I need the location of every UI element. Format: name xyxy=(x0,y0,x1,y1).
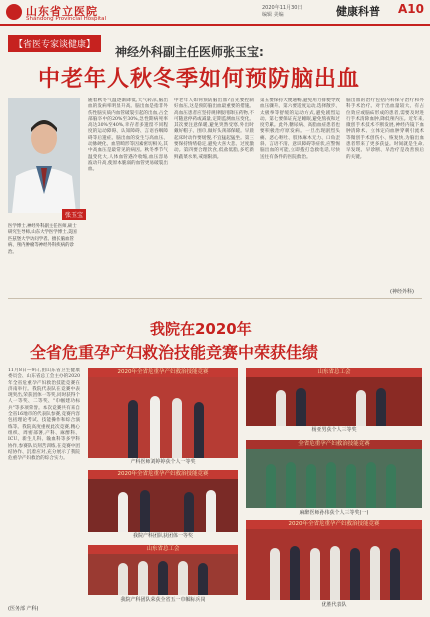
person-figure xyxy=(140,490,150,532)
person-figure xyxy=(158,561,168,595)
article-column-1: 随着秋冬气温逐渐降低,天气转凉,脑出血的发病率明显升高。脑出血是指非外伤性脑实质内血管破裂引起的出血,占全部脑卒中的20%至30%,急性期病死率高达30%至40%,幸存者多遗留不同程度的运动障碍、认知障碍、言语吞咽障碍等后遗症。脑出血的发生与高血压、动脉硬化、血管畸形等因素密切相关,其中高血压是最常见的病因。秋冬季节气温变化大,人体血管遇冷收缩,血压容易波动升高,使原本脆弱的血管更易破裂出血。 xyxy=(88,98,168,173)
award-photo-1 xyxy=(88,368,238,458)
person-figure xyxy=(206,490,216,532)
person-figure xyxy=(118,563,128,595)
person-figure xyxy=(172,398,182,458)
photo-caption-5: 我院产科团队荣获全省五一巾帼标兵岗 xyxy=(120,597,206,603)
logo-name-cn: 山东省立医院 xyxy=(26,5,98,18)
person-figure xyxy=(346,464,356,508)
article-divider xyxy=(8,298,422,299)
person-figure xyxy=(270,548,280,600)
article-subtitle: 神经外科副主任医师张玉宝: xyxy=(115,45,264,59)
news-headline-line1: 我院在2020年 xyxy=(150,320,252,338)
logo-name-en: Shandong Provincial Hospital xyxy=(26,16,107,22)
photo-caption-4: 麻醉医师孙伟获个人三等奖(一) xyxy=(299,510,369,516)
issue-date-line: 2020年11月30日 xyxy=(262,5,303,11)
editor-line: 编辑 美编 xyxy=(262,12,284,18)
photo-caption-6: 优胜代表队 xyxy=(321,602,347,608)
person-figure xyxy=(286,462,296,508)
person-figure xyxy=(266,464,276,508)
person-figure xyxy=(376,388,386,426)
person-figure xyxy=(184,492,194,532)
doctor-portrait-image xyxy=(8,98,80,213)
photo-banner: 2020年全省危重孕产妇救治技能竞赛 xyxy=(88,368,238,377)
header-rule xyxy=(0,24,430,26)
article-column-3: 第五要保持大便通畅,避免用力排便导致血压骤升。第六要适度运动,选择散步、太极拳等舒缓的运动方式,避免剧烈运动。第七要保证充足睡眠,避免熬夜和过度劳累。此外,糖尿病、高脂血症患者也要积极治疗原发病。一旦出现剧烈头痛、恶心呕吐、肢体麻木无力、口角歪斜、言语不清、意识障碍等症状,应警惕脑出血的可能,立即拨打急救电话,尽快送往有条件的医院救治。 xyxy=(260,98,340,160)
hospital-logo xyxy=(6,2,116,24)
hospital-emblem-icon xyxy=(6,4,22,20)
person-figure xyxy=(128,400,138,458)
person-figure xyxy=(306,464,316,508)
article-headline: 中老年人秋冬季如何预防脑出血 xyxy=(38,67,361,92)
person-figure xyxy=(138,561,148,595)
person-figure xyxy=(178,561,188,595)
award-photo-4 xyxy=(246,440,422,508)
doctor-name-tag: 张玉宝 xyxy=(62,209,86,220)
article-source: (神经外科) xyxy=(390,289,414,295)
person-figure xyxy=(366,462,376,508)
person-figure xyxy=(194,402,204,458)
section-title: 健康科普 xyxy=(336,5,380,18)
person-figure xyxy=(350,548,360,600)
person-figure xyxy=(310,548,320,600)
photo-caption-3-line1: 我院产科团队获团体一等奖 xyxy=(132,533,193,539)
person-figure xyxy=(150,396,160,458)
page-number: A10 xyxy=(398,2,424,16)
award-photo-2 xyxy=(246,368,422,426)
person-figure xyxy=(386,464,396,508)
doctor-portrait xyxy=(8,98,80,213)
award-photo-6 xyxy=(246,520,422,600)
person-figure xyxy=(198,563,208,595)
article-column-2: 中老年人如何预防脑出血?首先要控制好血压,这是预防脑出血最重要的措施。高血压患者应坚持规律服用降压药物,不可随意停药或减量,定期监测血压变化。其次要注意保暖,避免突然受寒,外出时戴好帽子、围巾,做好头颈部保暖。早晨起床时动作要缓慢,不宜猛起猛坐。第三要保持情绪稳定,避免大喜大悲、过度激动。第四要合理饮食,低盐低脂,多吃新鲜蔬菜水果,戒烟限酒。 xyxy=(174,98,254,160)
news-source: (医务部 产科) xyxy=(8,606,39,612)
photo-banner: 2020年全省危重孕产妇救治技能竞赛 xyxy=(88,470,238,479)
news-body: 11月8日—9日,由山东省卫生健康委员会、山东省总工会主办的2020年全省危重孕产妇救治技能竞赛在济南举行。我院代表队在竞赛中表现突出,荣获团体一等奖,同时获得个人一等奖、二等奖、"巾帼建功标兵"等多项荣誉。本次竞赛共有来自全省16地市的代表队参赛,竞赛内容包括理论考试、技能操作和综合演练等。我院高度重视此次竞赛,精心组织、周密部署,产科、麻醉科、ICU、新生儿科、输血科等多学科协作,参赛队员刻苦训练,在竞赛中团结协作、沉着应对,充分展示了我院危重孕产妇救治的综合实力。 xyxy=(8,368,80,462)
person-figure xyxy=(296,388,306,426)
column-tag-text: 省医专家谈健康 xyxy=(23,40,87,50)
person-figure xyxy=(330,546,340,600)
award-photo-3 xyxy=(88,470,238,532)
column-tag: 【省医专家谈健康】 xyxy=(8,35,101,52)
person-figure xyxy=(356,390,366,426)
news-headline-line2: 全省危重孕产妇救治技能竞赛中荣获佳绩 xyxy=(30,343,319,362)
person-figure xyxy=(390,548,400,600)
photo-caption-2: 杨亚男获个人三等奖 xyxy=(311,427,357,433)
photo-banner: 全省危重孕产妇救治技能竞赛 xyxy=(246,440,422,449)
doctor-bio: 医学博士,神经外科副主任医师,硕士研究生导师,山东大学医学博士,美国匹兹堡大学访问学者。擅长脑血管病、颅内肿瘤等神经外科疾病的诊治。 xyxy=(8,224,77,255)
photo-banner: 2020年全省危重孕产妇救治技能竞赛 xyxy=(246,520,422,529)
issue-date xyxy=(262,5,302,19)
person-figure xyxy=(276,390,286,426)
award-photo-5 xyxy=(88,545,238,595)
person-figure xyxy=(118,492,128,532)
article-column-4: 脑出血的治疗包括内科保守治疗和外科手术治疗。对于出血量较大、有占位效应或脑疝形成的患者,需要及时进行手术清除血肿,降低颅内压。近年来,微创手术技术不断发展,神经内镜下血肿清除术、立体定向血肿穿刺引流术等微创手术创伤小、恢复快,为脑出血患者带来了更多获益。时间就是生命,早发现、早诊断、早治疗是改善预后的关键。 xyxy=(346,98,424,160)
person-figure xyxy=(290,546,300,600)
person-figure xyxy=(326,462,336,508)
photo-banner: 山东省总工会 xyxy=(88,545,238,554)
person-figure xyxy=(370,546,380,600)
photo-banner: 山东省总工会 xyxy=(246,368,422,377)
photo-caption-3 xyxy=(88,533,238,540)
photo-caption-1: 产科医师刘婷婷获个人一等奖 xyxy=(130,459,196,465)
